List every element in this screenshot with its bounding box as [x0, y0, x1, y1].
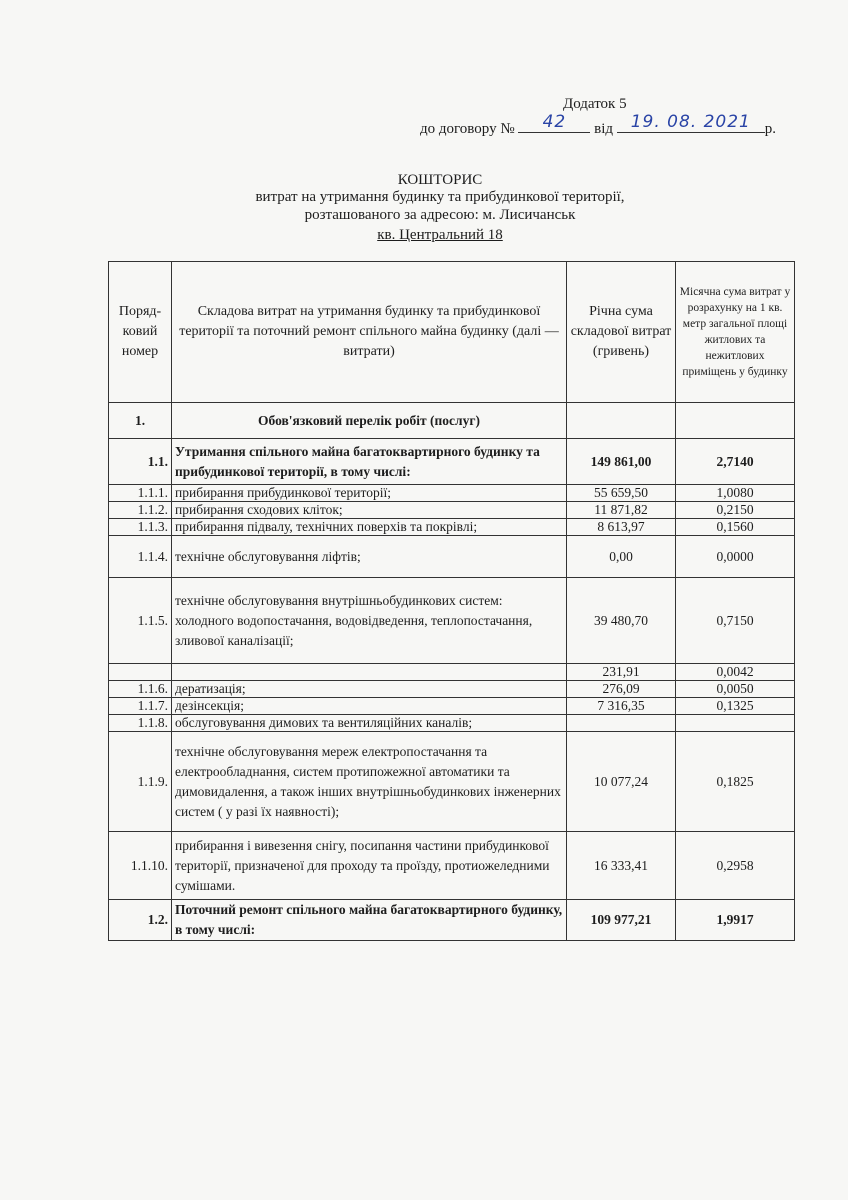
- row-desc: [172, 664, 567, 681]
- row-desc: прибирання сходових кліток;: [172, 502, 567, 519]
- header-annual: Річна сума складової витрат (гривень): [567, 262, 676, 403]
- table-row: [109, 900, 795, 941]
- row-monthly: 0,0050: [676, 681, 795, 698]
- table-row: [109, 715, 795, 732]
- row-num: 1.1.3.: [109, 519, 172, 536]
- table-row: [109, 403, 795, 439]
- row-monthly: [676, 715, 795, 732]
- row-num: 1.1.6.: [109, 681, 172, 698]
- contract-reference: [420, 112, 777, 138]
- row-num: 1.1.10.: [109, 832, 172, 900]
- table-row: [109, 681, 795, 698]
- row-annual: 7 316,35: [567, 698, 676, 715]
- table-row: [109, 578, 795, 664]
- row-monthly: 1,0080: [676, 485, 795, 502]
- row-monthly: 0,1325: [676, 698, 795, 715]
- row-annual: 10 077,24: [567, 732, 676, 832]
- table-row: [109, 832, 795, 900]
- row-num: 1.1.5.: [109, 578, 172, 664]
- table-row: [109, 732, 795, 832]
- row-monthly: 0,1560: [676, 519, 795, 536]
- contract-prefix: до договору №: [420, 121, 515, 137]
- row-annual: 55 659,50: [567, 485, 676, 502]
- row-desc: прибирання і вивезення снігу, посипання частини прибудинкової території, призначеної для проходу та проїзду, протиожеледними сумішами.: [172, 832, 567, 900]
- document-subtitle-1: витрат на утримання будинку та прибудинкової території,: [255, 189, 625, 205]
- row-desc: Поточний ремонт спільного майна багатоквартирного будинку, в тому числі:: [172, 900, 567, 941]
- table-row: [109, 502, 795, 519]
- table-row: [109, 519, 795, 536]
- row-num: 1.1.: [109, 439, 172, 485]
- contract-date: 19. 08. 2021: [630, 112, 751, 132]
- row-monthly: 0,7150: [676, 578, 795, 664]
- row-monthly: 0,1825: [676, 732, 795, 832]
- estimate-table: [108, 261, 795, 941]
- row-desc: Обов'язковий перелік робіт (послуг): [172, 403, 567, 439]
- row-desc: Утримання спільного майна багатоквартирного будинку та прибудинкової території, в тому числі:: [172, 439, 567, 485]
- row-monthly: 1,9917: [676, 900, 795, 941]
- row-monthly: 0,0000: [676, 536, 795, 578]
- document-title: КОШТОРИС: [397, 172, 483, 188]
- row-desc: технічне обслуговування внутрішньобудинкових систем: холодного водопостачання, водовідведення, теплопостачання, зливової каналізації;: [172, 578, 567, 664]
- row-num: 1.1.8.: [109, 715, 172, 732]
- row-annual: 149 861,00: [567, 439, 676, 485]
- row-annual: 39 480,70: [567, 578, 676, 664]
- row-num: 1.1.7.: [109, 698, 172, 715]
- row-annual: 11 871,82: [567, 502, 676, 519]
- row-desc: технічне обслуговування ліфтів;: [172, 536, 567, 578]
- table-row: [109, 439, 795, 485]
- table-row: [109, 485, 795, 502]
- row-num: 1.1.9.: [109, 732, 172, 832]
- row-num: 1.1.1.: [109, 485, 172, 502]
- row-annual: 8 613,97: [567, 519, 676, 536]
- row-annual: 109 977,21: [567, 900, 676, 941]
- row-desc: технічне обслуговування мереж електропостачання та електрообладнання, систем протипожежної автоматики та димовидалення, а також інших внутрішньобудинкових інженерних систем ( у разі їх наявності);: [172, 732, 567, 832]
- row-monthly: 0,0042: [676, 664, 795, 681]
- appendix-label: Додаток 5: [563, 96, 627, 112]
- row-num: [109, 664, 172, 681]
- row-annual: 231,91: [567, 664, 676, 681]
- row-desc: прибирання підвалу, технічних поверхів та покрівлі;: [172, 519, 567, 536]
- row-desc: прибирання прибудинкової території;: [172, 485, 567, 502]
- contract-date-field: [617, 112, 765, 133]
- header-component: Складова витрат на утримання будинку та прибудинкової території та поточний ремонт спільного майна будинку (далі — витрати): [172, 262, 567, 403]
- row-desc: дезінсекція;: [172, 698, 567, 715]
- row-annual: 16 333,41: [567, 832, 676, 900]
- row-monthly: 2,7140: [676, 439, 795, 485]
- row-monthly: 0,2150: [676, 502, 795, 519]
- row-num: 1.: [109, 403, 172, 439]
- row-monthly: [676, 403, 795, 439]
- row-desc: дератизація;: [172, 681, 567, 698]
- row-annual: [567, 403, 676, 439]
- table-row: [109, 536, 795, 578]
- document-address: кв. Центральний 18: [377, 227, 503, 243]
- row-num: 1.1.2.: [109, 502, 172, 519]
- row-monthly: 0,2958: [676, 832, 795, 900]
- contract-suffix: р.: [764, 121, 777, 137]
- table-row: [109, 664, 795, 681]
- header-num: Поряд- ковий номер: [109, 262, 172, 403]
- contract-mid: від: [594, 121, 614, 137]
- row-desc: обслуговування димових та вентиляційних каналів;: [172, 715, 567, 732]
- header-monthly: Місячна сума витрат у розрахунку на 1 кв. метр загальної площі житлових та нежитлових приміщень у будинку: [676, 262, 795, 403]
- table-row: [109, 698, 795, 715]
- row-annual: 276,09: [567, 681, 676, 698]
- row-num: 1.2.: [109, 900, 172, 941]
- table-header-row: [109, 262, 795, 403]
- contract-number-field: [518, 112, 590, 133]
- row-annual: [567, 715, 676, 732]
- document-subtitle-2: розташованого за адресою: м. Лисичанськ: [304, 207, 576, 223]
- contract-number: 42: [542, 112, 567, 132]
- row-num: 1.1.4.: [109, 536, 172, 578]
- row-annual: 0,00: [567, 536, 676, 578]
